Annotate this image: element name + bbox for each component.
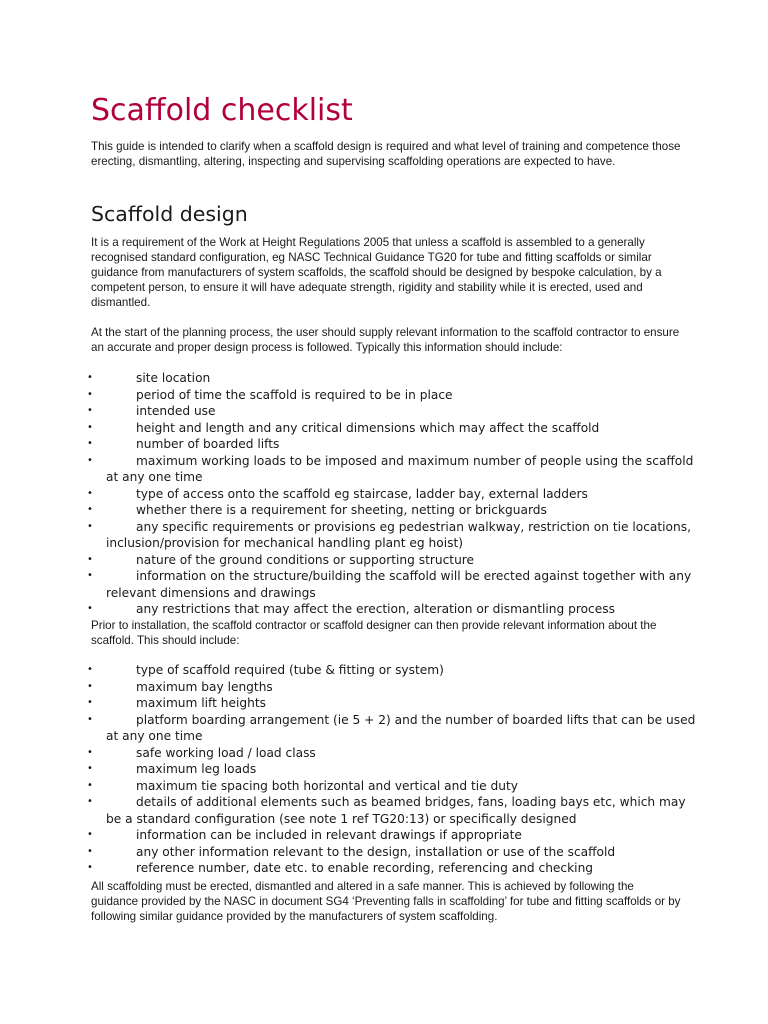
- list-item: [0, 370, 700, 387]
- list-item-text: information can be included in relevant drawings if appropriate: [136, 828, 522, 842]
- list-item-text: details of additional elements such as beamed bridges, fans, loading bays etc, which may be a standard configuration (see note 1 ref TG20:13) or specifically designed: [106, 795, 686, 826]
- bullet-icon: •: [87, 520, 93, 532]
- bullet-icon: •: [87, 829, 93, 840]
- list-item: [0, 844, 700, 861]
- bullet-icon: •: [87, 421, 93, 433]
- list-item-text: maximum bay lengths: [136, 679, 273, 694]
- list-item-text: whether there is a requirement for sheeting, netting or brickguards: [136, 503, 547, 517]
- list-item: [0, 712, 700, 745]
- bullet-icon: •: [87, 845, 93, 857]
- bullet-icon: •: [87, 388, 93, 400]
- bullet-icon: •: [87, 680, 93, 692]
- list-item-text: any restrictions that may affect the erection, alteration or dismantling process: [136, 602, 615, 616]
- list-item: [0, 761, 700, 778]
- list-item-text: site location: [136, 371, 211, 385]
- list-item-text: type of access onto the scaffold eg staircase, ladder bay, external ladders: [136, 486, 588, 501]
- list-item: [0, 403, 700, 420]
- list-item-text: any specific requirements or provisions eg pedestrian walkway, restriction on tie locations, inclusion/provision for mechanical handling plant eg hoist): [106, 519, 691, 550]
- bullet-icon: •: [87, 862, 93, 873]
- bullet-icon: •: [87, 763, 93, 774]
- list-item-text: platform boarding arrangement (ie 5 + 2) and the number of boarded lifts that can be used at any one time: [106, 712, 696, 743]
- list-item-text: information on the structure/building the scaffold will be erected against together with any relevant dimensions and drawings: [106, 569, 692, 600]
- design-paragraph-2: At the start of the planning process, the user should supply relevant information to the scaffold contractor to ensure an accurate and proper design process is followed. Typically this information should include:: [91, 326, 680, 354]
- bullet-icon: •: [87, 405, 93, 416]
- bullet-icon: •: [87, 372, 93, 383]
- list-item-text: any other information relevant to the design, installation or use of the scaffold: [136, 844, 616, 859]
- user-information-list: [0, 370, 700, 618]
- list-item: [0, 860, 700, 877]
- bullet-icon: •: [87, 570, 93, 581]
- list-item-text: height and length and any critical dimensions which may affect the scaffold: [136, 420, 600, 435]
- list-item-text: reference number, date etc. to enable recording, referencing and checking: [136, 861, 594, 875]
- list-item: [0, 601, 700, 618]
- list-item: [0, 486, 700, 503]
- list-item: [0, 679, 700, 696]
- contractor-information-list: [0, 662, 700, 877]
- list-item: [0, 502, 700, 519]
- list-item-text: number of boarded lifts: [136, 437, 280, 451]
- list-item: [0, 420, 700, 437]
- section-heading: Scaffold design: [91, 202, 248, 226]
- list-item: [0, 745, 700, 762]
- list-item: [0, 519, 700, 552]
- bullet-icon: •: [87, 553, 93, 565]
- bullet-icon: •: [87, 454, 93, 466]
- list-item: [0, 695, 700, 712]
- final-paragraph: All scaffolding must be erected, dismantled and altered in a safe manner. This is achieved by following the guidance provided by the NASC in document SG4 ‘Preventing falls in scaffolding’ for tube and fitting scaffolds or by following similar guidance provided by the manufacturers of system scaffolding.: [91, 880, 681, 923]
- bullet-icon: •: [87, 713, 93, 725]
- bullet-icon: •: [87, 779, 93, 791]
- bullet-icon: •: [87, 487, 93, 499]
- bullet-icon: •: [87, 796, 93, 807]
- design-paragraph-1: It is a requirement of the Work at Height Regulations 2005 that unless a scaffold is assembled to a generally recognised standard configuration, eg NASC Technical Guidance TG20 for tube and fitting scaffolds or similar guidance from manufacturers of system scaffolds, the scaffold should be designed by bespoke calculation, by a competent person, to ensure it will have adequate strength, rigidity and stability while it is erected, used and dismantled.: [91, 236, 662, 309]
- list-item-text: intended use: [136, 404, 216, 418]
- list-item-text: period of time the scaffold is required to be in place: [136, 387, 453, 402]
- list-item-text: safe working load / load class: [136, 745, 316, 760]
- list-item-text: maximum tie spacing both horizontal and vertical and tie duty: [136, 778, 518, 793]
- list-item: [0, 453, 700, 486]
- list-item: [0, 794, 700, 827]
- bullet-icon: •: [87, 664, 93, 675]
- list-item-text: maximum lift heights: [136, 696, 266, 710]
- bullet-icon: •: [87, 603, 93, 614]
- list-item: [0, 778, 700, 795]
- list-item: [0, 387, 700, 404]
- list-item: [0, 552, 700, 569]
- bullet-icon: •: [87, 746, 93, 758]
- list-item: [0, 827, 700, 844]
- bullet-icon: •: [87, 697, 93, 708]
- list-item-text: nature of the ground conditions or supporting structure: [136, 552, 475, 567]
- list-item: [0, 436, 700, 453]
- page-title: Scaffold checklist: [91, 93, 353, 128]
- prior-installation-paragraph: Prior to installation, the scaffold contractor or scaffold designer can then provide relevant information about the scaffold. This should include:: [91, 619, 657, 647]
- list-item: [0, 568, 700, 601]
- intro-paragraph: This guide is intended to clarify when a scaffold design is required and what level of training and competence those erecting, dismantling, altering, inspecting and supervising scaffolding operations are expected to have.: [91, 140, 681, 168]
- list-item-text: maximum working loads to be imposed and maximum number of people using the scaffold at any one time: [106, 453, 694, 484]
- list-item-text: maximum leg loads: [136, 762, 257, 776]
- list-item-text: type of scaffold required (tube & fitting or system): [136, 663, 444, 677]
- bullet-icon: •: [87, 438, 93, 449]
- list-item: [0, 662, 700, 679]
- bullet-icon: •: [87, 504, 93, 515]
